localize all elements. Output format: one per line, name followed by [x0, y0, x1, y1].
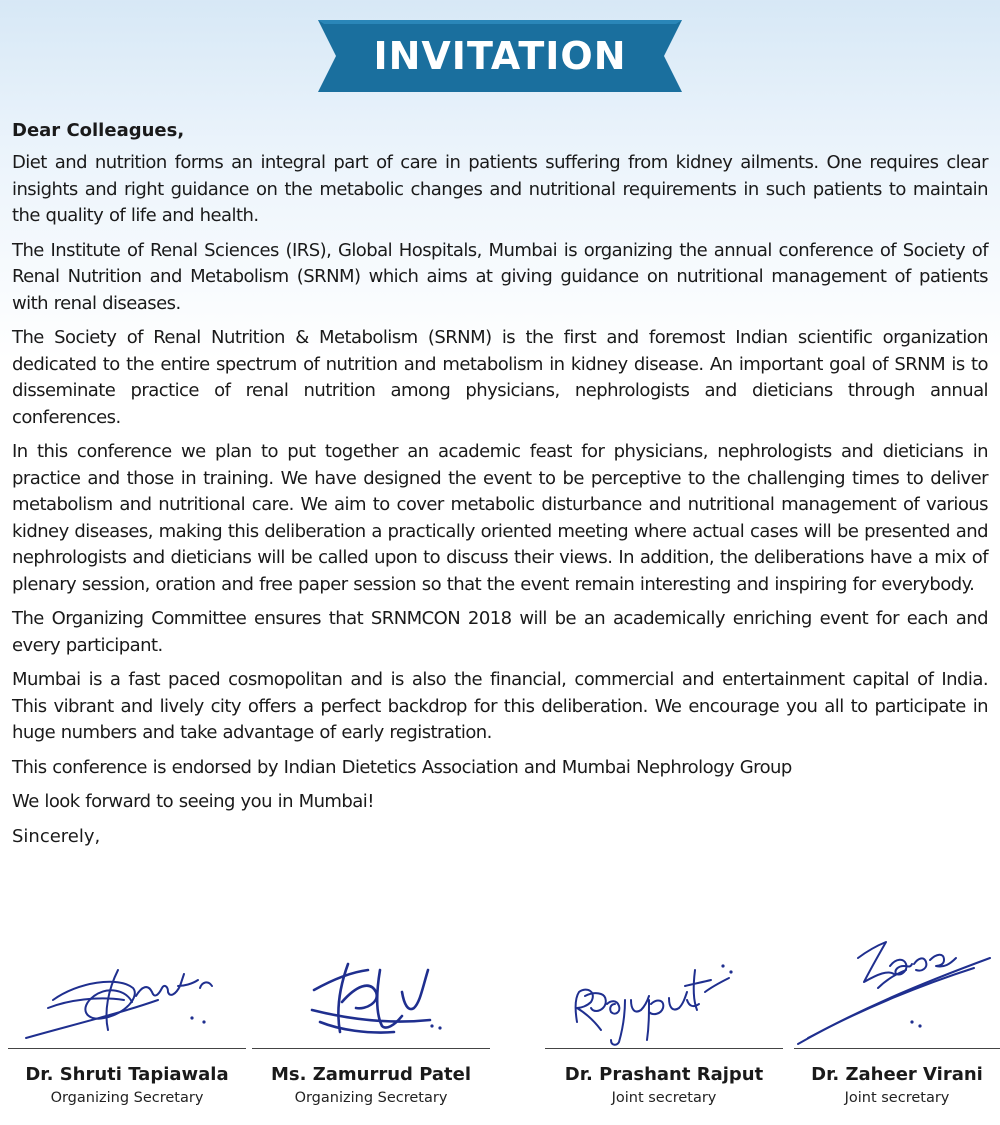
- signature-line: [252, 1048, 490, 1049]
- signatory-role: Joint secretary: [611, 1090, 717, 1106]
- paragraph-organizer: The Institute of Renal Sciences (IRS), Global Hospitals, Mumbai is organizing the annual conference of Society of Renal Nutrition and Metabolism (SRNM) which aims at giving guidance on nutritional management of patients with renal diseases.: [12, 239, 988, 314]
- signature-image: [545, 930, 783, 1048]
- signatory-role: Organizing Secretary: [294, 1090, 448, 1106]
- signatory-name: Dr. Zaheer Virani: [811, 1064, 983, 1085]
- paragraph-mumbai: Mumbai is a fast paced cosmopolitan and is also the financial, commercial and entertainment capital of India. This vibrant and lively city offers a perfect backdrop for this deliberation. We encourage you all to participate in huge numbers and take advantage of early registration.: [12, 669, 988, 743]
- closing: Sincerely,: [12, 825, 101, 847]
- salutation: Dear Colleagues,: [12, 120, 185, 141]
- signatory-role: Joint secretary: [844, 1090, 950, 1106]
- signatures-row: [0, 930, 1000, 1120]
- signature-line: [794, 1048, 1000, 1049]
- banner-title: INVITATION: [373, 34, 627, 78]
- paragraph-endorsement: This conference is endorsed by Indian Dietetics Association and Mumbai Nephrology Group: [12, 756, 792, 778]
- paragraph-intro: Diet and nutrition forms an integral part of care in patients suffering from kidney ailments. One requires clear insights and right guidance on the metabolic changes and nutritional requirements in such patients to maintain the quality of life and health.: [12, 152, 988, 226]
- signature-line: [545, 1048, 783, 1049]
- letter-body: [12, 118, 988, 850]
- signature-image: [794, 930, 1000, 1048]
- signatory-role: Organizing Secretary: [50, 1090, 204, 1106]
- paragraph-srnm: The Society of Renal Nutrition & Metabolism (SRNM) is the first and foremost Indian scientific organization dedicated to the entire spectrum of nutrition and metabolism in kidney disease. An important goal of SRNM is to disseminate practice of renal nutrition among physicians, nephrologists and dieticians through annual conferences.: [12, 327, 988, 428]
- signature-image: [252, 930, 490, 1048]
- signatory-name: Dr. Shruti Tapiawala: [25, 1064, 229, 1085]
- signatory-name: Dr. Prashant Rajput: [564, 1064, 764, 1085]
- signatory-1: [8, 930, 246, 1120]
- paragraph-conference-plan: In this conference we plan to put together an academic feast for physicians, nephrologists and dieticians in practice and those in training. We have designed the event to be perceptive to the challenging times to deliver metabolism and nutritional care. We aim to cover metabolic disturbance and nutritional management of various kidney diseases, making this deliberation a practically oriented meeting where actual cases will be presented and nephrologists and dieticians will be called upon to discuss their views. In addition, the deliberations have a mix of plenary session, oration and free paper session so that the event remain interesting and inspiring for everybody.: [12, 441, 988, 595]
- signatory-4: [794, 930, 1000, 1120]
- signatory-2: [252, 930, 490, 1120]
- paragraph-look-forward: We look forward to seeing you in Mumbai!: [12, 791, 374, 812]
- invitation-banner: [318, 20, 682, 92]
- paragraph-committee: The Organizing Committee ensures that SRNMCON 2018 will be an academically enriching event for each and every participant.: [12, 608, 988, 656]
- signatory-3: [545, 930, 783, 1120]
- signature-line: [8, 1048, 246, 1049]
- signature-image: [8, 930, 246, 1048]
- signatory-name: Ms. Zamurrud Patel: [270, 1064, 472, 1085]
